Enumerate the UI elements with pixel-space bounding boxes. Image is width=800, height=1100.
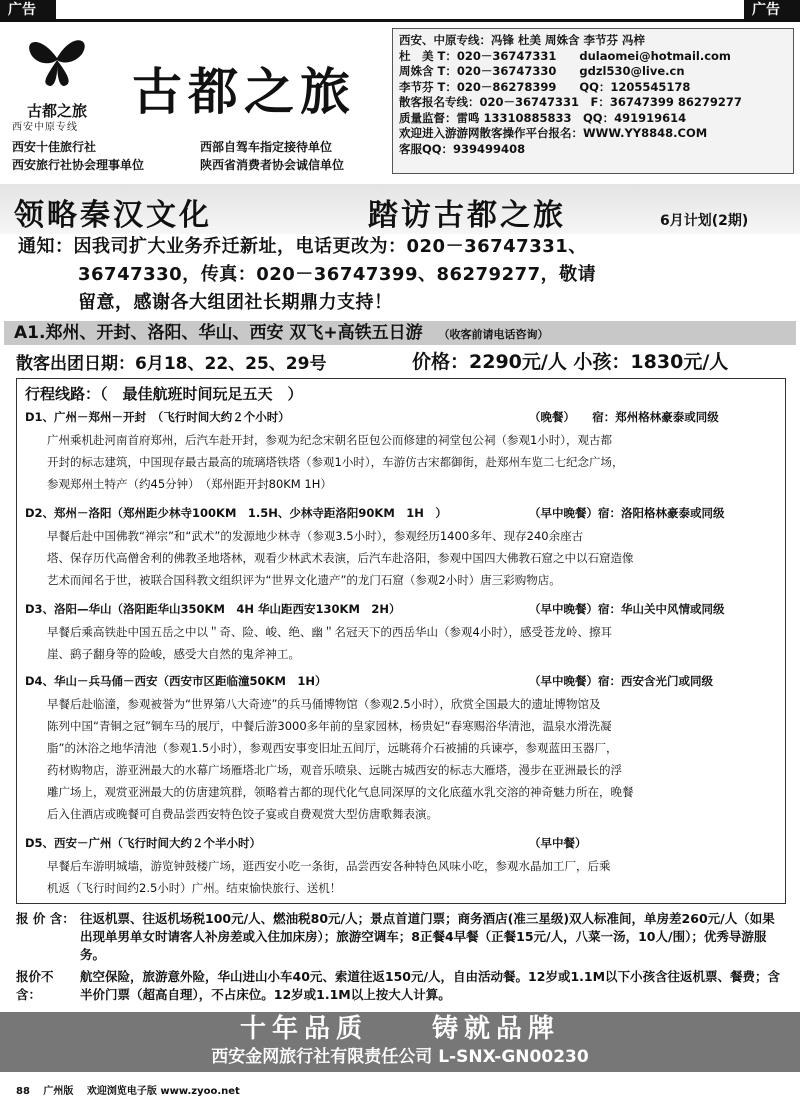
day-body [47,525,777,591]
day-meal: （早中晚餐）宿：西安含光门或同级 [529,674,713,688]
day-line: 塔、保存历代高僧舍利的佛教圣地塔林，观看少林武术表演，后汽车赴洛阳，参观中国四大佛教石窟之中以石窟造像 [47,551,634,565]
day-heading: D5、西安－广州（飞行时间大约２个半小时） [25,836,262,850]
day-heading: D2、郑州－洛阳（郑州距少林寺100KM 1.5H、少林寺距洛阳90KM 1H ） [25,506,447,520]
day-line: 脂”的沐浴之地华清池（参观1.5小时），参观西安事变旧址五间厅，远眺蒋介石被捕的兵谏亭，参观蓝田玉器厂， [47,741,618,755]
page-footer [16,1082,240,1097]
ad-tag-left: 广告 [0,0,56,20]
site-link[interactable]: 欢迎浏览电子版 www.zyoo.net [86,1086,240,1097]
day-line: 早餐后赴临潼，参观被誉为“世界第八大奇迹”的兵马俑博物馆（参观2.5小时），欣赏全国最大的遗址博物馆及 [47,697,601,711]
notice-line: 通知：因我司扩大业务乔迁新址，电话更改为：020－36747331、 [18,236,587,257]
contact-line: 李节芬 T：020－86278399 QQ：1205545178 [399,79,691,94]
affiliation: 陕西省消费者协会诚信单位 [200,158,345,172]
route-note: （收客前请电话咨询） [438,328,549,341]
contact-line: 杜 美 T：020－36747331 dulaomei@hotmail.com [399,48,731,63]
footer-slogan: 十年品质 铸就品牌 [239,1014,560,1044]
fee-included-text: 往返机票、往返机场税100元/人、燃油税80元/人；景点首道门票；商务酒店(准三星级)双人标准间，单房差260元/人（如果出现单男单女时请客人补房差或入住加床房）；旅游空调车；8正餐4早餐（正餐15元/人，八菜一汤，10人/围）；优秀导游服务。 [80,911,775,962]
edition-label: 广州版 [43,1086,74,1097]
day-line: 广州乘机赴河南首府郑州，后汽车赴开封，参观为纪念宋朝名臣包公而修建的祠堂包公祠（参观1小时），观古都 [47,433,613,447]
fee-excluded-label: 报价不含： [16,969,54,1002]
day-heading: D1、广州－郑州－开封 （飞行时间大约２个小时） [25,410,290,424]
affiliation: 西部自驾车指定接待单位 [200,140,333,154]
day-line: 后入住酒店或晚餐可自费品尝西安特色饺子宴或自费观赏大型仿唐歌舞表演。 [47,807,438,821]
itinerary [16,378,786,904]
day-line: 崖、鹞子翻身等的险峻，感受大自然的鬼斧神工。 [47,647,300,661]
fee-included [16,910,786,964]
day-meal: （早中晚餐）宿：洛阳格林豪泰或同级 [529,506,725,520]
contact-line: 散客报名专线：020－36747331 F：36747399 86279277 [399,95,742,109]
day-body [47,621,777,665]
day-line: 参观郑州土特产（约45分钟） （郑州距开封80KM 1H） [47,477,332,491]
notice-line: 36747330，传真：020－36747399、86279277，敬请 [78,264,597,285]
plan-label: 6月计划(2期) [660,213,749,229]
page-number: 88 [16,1086,30,1097]
brand-subline: 西安中原专线 [12,122,78,133]
day-line: 早餐后赴中国佛教“禅宗”和“武术”的发源地少林寺（参观3.5小时），参观经历1400多年、现存240余座古 [47,529,584,543]
day-line: 雕广场上，观赏亚洲最大的仿唐建筑群，领略着古都的现代化气息同深厚的文化底蕴水乳交溶的神奇魅力所在，晚餐 [47,785,634,799]
header [4,22,796,182]
logo-caption: 古都之旅 [26,102,87,120]
day-line: 药材购物店，游亚洲最大的水幕广场雁塔北广场，观音乐喷泉、远眺古城西安的标志大雁塔，漫步在亚洲最长的浮 [47,763,622,777]
fee-excluded [16,968,786,1004]
affiliation: 西安十佳旅行社 [12,140,97,154]
day-body [47,855,777,899]
day-line: 机返（飞行时间约2.5小时）广州。结束愉快旅行、送机！ [47,881,342,895]
logo [10,26,104,130]
notice [18,233,788,317]
day-heading: D4、华山－兵马俑－西安（西安市区距临潼50KM 1H） [25,674,327,688]
ad-tag-right: 广告 [744,0,800,20]
day-line: 早餐后乘高铁赴中国五岳之中以＂奇、险、峻、绝、幽＂名冠天下的西岳华山（参观4小时），感受苍龙岭、擦耳 [47,625,613,639]
butterfly-logo-icon [10,26,104,96]
contact-line: 欢迎进入游游网散客操作平台报名：WWW.YY8848.COM [399,126,708,140]
day-heading: D3、洛阳—华山（洛阳距华山350KM 4H 华山距西安130KM 2H） [25,602,401,616]
brand-title: 古都之旅 [132,62,356,121]
fee-included-label: 报 价 含： [16,911,75,926]
day-body [47,429,777,495]
day-meal: （晚餐） 宿：郑州格林豪泰或同级 [529,410,719,424]
day-meal: （早中晚餐）宿：华山关中风情或同级 [529,602,725,616]
affiliation: 西安旅行社协会理事单位 [12,158,145,172]
contact-box [392,28,794,174]
notice-line: 留意，感谢各大组团社长期鼎力支持！ [78,292,393,313]
day-body [47,693,777,825]
footer-company: 西安金网旅行社有限责任公司 L-SNX-GN00230 [211,1047,589,1067]
contact-line: 西安、中原专线：冯锋 杜美 周姝含 李节芬 冯梓 [399,33,646,47]
headline-left: 领略秦汉文化 [14,198,212,233]
day-line: 开封的标志建筑，中国现存最古最高的琉璃塔铁塔（参观1小时），车游仿古宋都御街，赴郑州车览二七纪念广场， [47,455,624,469]
contact-line: 周姝含 T：020－36747330 gdzl530@live.cn [399,64,685,78]
departure-dates: 散客出团日期：6月18、22、25、29号 [16,354,327,374]
footer-band [0,1012,800,1072]
fees [16,910,786,1008]
fee-excluded-text: 航空保险，旅游意外险，华山进山小车40元、索道往返150元/人，自由活动餐。12岁或1.1M以下小孩含往返机票、餐费；含半价门票（超高自理），不占床位。12岁或1.1M以上按大人计算。 [80,969,781,1002]
route-title: A1.郑州、开封、洛阳、华山、西安 双飞+高铁五日游 [14,323,423,343]
route-title-bar [4,321,796,345]
day-line: 艺术而闻名于世，被联合国科教文组织评为“世界文化遗产”的龙门石窟（参观2小时）唐三彩购物店。 [47,573,561,587]
price: 价格：2290元/人 小孩：1830元/人 [412,351,729,373]
day-line: 陈列中国“青铜之冠”铜车马的展厅，中餐后游3000多年前的皇家园林，杨贵妃“春寒赐浴华清池，温泉水滑洗凝 [47,719,612,733]
contact-line: 质量监督：雷鸣 13310885833 QQ：491919614 [399,110,687,125]
contact-line: 客服QQ：939499408 [399,141,526,156]
headline-right: 踏访古都之旅 [368,198,566,233]
itinerary-heading: 行程线路：（ 最佳航班时间玩足五天 ） [25,385,303,403]
day-line: 早餐后车游明城墙，游览钟鼓楼广场，逛西安小吃一条街，品尝西安各种特色风味小吃，参观水晶加工厂，后乘 [47,859,611,873]
day-meal: （早中餐） [529,836,587,850]
